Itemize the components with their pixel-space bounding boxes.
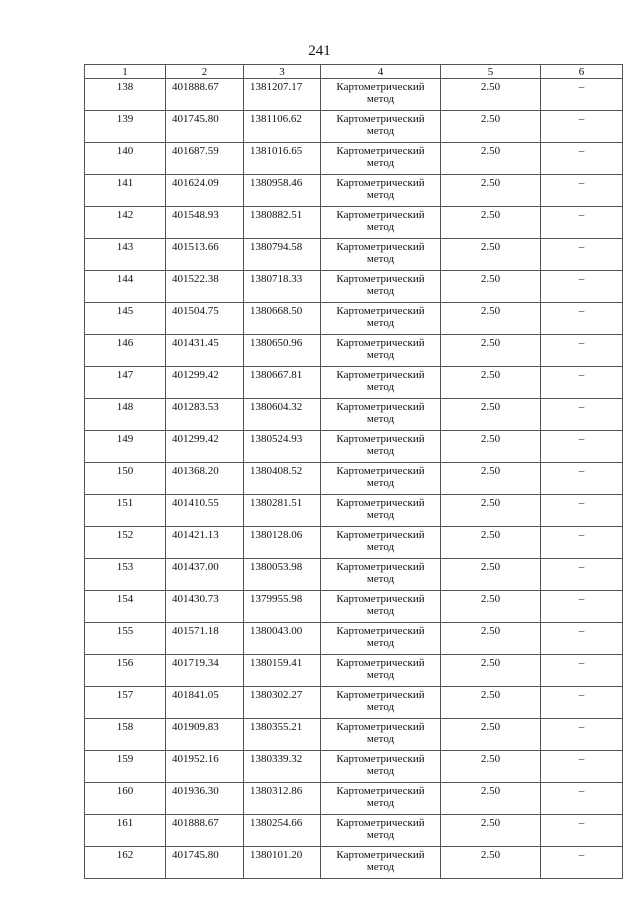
point-number-cell: 154	[85, 591, 166, 623]
note-cell: –	[541, 815, 623, 847]
note-cell: –	[541, 303, 623, 335]
point-number-cell: 157	[85, 687, 166, 719]
note-cell: –	[541, 175, 623, 207]
accuracy-cell: 2.50	[441, 463, 541, 495]
accuracy-cell: 2.50	[441, 143, 541, 175]
method-cell	[321, 687, 441, 719]
column-header-3: 3	[244, 65, 321, 79]
method-line-1: Картометрический	[336, 209, 425, 221]
table-row	[85, 751, 623, 783]
note-cell: –	[541, 239, 623, 271]
method-cell	[321, 207, 441, 239]
x-coordinate-cell: 401624.09	[166, 175, 244, 207]
accuracy-cell: 2.50	[441, 527, 541, 559]
method-line-1: Картометрический	[336, 113, 425, 125]
point-number-cell: 152	[85, 527, 166, 559]
x-coordinate-cell: 401888.67	[166, 815, 244, 847]
method-line-1: Картометрический	[336, 657, 425, 669]
method-line-1: Картометрический	[336, 273, 425, 285]
point-number-cell: 149	[85, 431, 166, 463]
method-cell	[321, 495, 441, 527]
method-cell	[321, 591, 441, 623]
point-number-cell: 143	[85, 239, 166, 271]
table-row	[85, 655, 623, 687]
method-line-2: метод	[366, 285, 395, 297]
method-cell	[321, 335, 441, 367]
point-number-cell: 141	[85, 175, 166, 207]
y-coordinate-cell: 1380053.98	[244, 559, 321, 591]
method-line-1: Картометрический	[336, 817, 425, 829]
table-row	[85, 271, 623, 303]
method-line-1: Картометрический	[336, 689, 425, 701]
method-line-1: Картометрический	[336, 305, 425, 317]
x-coordinate-cell: 401299.42	[166, 431, 244, 463]
table-row	[85, 175, 623, 207]
note-cell: –	[541, 751, 623, 783]
x-coordinate-cell: 401936.30	[166, 783, 244, 815]
note-cell: –	[541, 591, 623, 623]
method-line-2: метод	[366, 509, 395, 521]
method-cell	[321, 303, 441, 335]
accuracy-cell: 2.50	[441, 719, 541, 751]
y-coordinate-cell: 1380043.00	[244, 623, 321, 655]
method-cell	[321, 175, 441, 207]
page-number: 241	[308, 43, 331, 59]
y-coordinate-cell: 1380667.81	[244, 367, 321, 399]
accuracy-cell: 2.50	[441, 207, 541, 239]
table-row	[85, 783, 623, 815]
method-line-1: Картометрический	[336, 401, 425, 413]
table-row	[85, 303, 623, 335]
x-coordinate-cell: 401430.73	[166, 591, 244, 623]
note-cell: –	[541, 847, 623, 879]
column-header-6: 6	[541, 65, 623, 79]
table-row	[85, 495, 623, 527]
y-coordinate-cell: 1380101.20	[244, 847, 321, 879]
point-number-cell: 138	[85, 79, 166, 111]
method-line-2: метод	[366, 445, 395, 457]
x-coordinate-cell: 401283.53	[166, 399, 244, 431]
note-cell: –	[541, 463, 623, 495]
note-cell: –	[541, 495, 623, 527]
point-number-cell: 162	[85, 847, 166, 879]
method-line-2: метод	[366, 125, 395, 137]
accuracy-cell: 2.50	[441, 303, 541, 335]
method-line-1: Картометрический	[336, 81, 425, 93]
note-cell: –	[541, 335, 623, 367]
x-coordinate-cell: 401952.16	[166, 751, 244, 783]
y-coordinate-cell: 1380668.50	[244, 303, 321, 335]
method-line-2: метод	[366, 669, 395, 681]
accuracy-cell: 2.50	[441, 751, 541, 783]
y-coordinate-cell: 1381207.17	[244, 79, 321, 111]
y-coordinate-cell: 1381016.65	[244, 143, 321, 175]
header-row	[85, 65, 623, 79]
method-line-1: Картометрический	[336, 753, 425, 765]
note-cell: –	[541, 271, 623, 303]
method-line-2: метод	[366, 221, 395, 233]
accuracy-cell: 2.50	[441, 847, 541, 879]
x-coordinate-cell: 401687.59	[166, 143, 244, 175]
table-row	[85, 79, 623, 111]
accuracy-cell: 2.50	[441, 495, 541, 527]
method-line-1: Картометрический	[336, 433, 425, 445]
method-line-2: метод	[366, 573, 395, 585]
point-number-cell: 161	[85, 815, 166, 847]
y-coordinate-cell: 1380159.41	[244, 655, 321, 687]
method-cell	[321, 815, 441, 847]
table-body	[85, 79, 623, 879]
method-line-2: метод	[366, 861, 395, 873]
method-cell	[321, 783, 441, 815]
point-number-cell: 144	[85, 271, 166, 303]
y-coordinate-cell: 1380958.46	[244, 175, 321, 207]
accuracy-cell: 2.50	[441, 399, 541, 431]
accuracy-cell: 2.50	[441, 591, 541, 623]
method-cell	[321, 79, 441, 111]
method-line-1: Картометрический	[336, 593, 425, 605]
accuracy-cell: 2.50	[441, 687, 541, 719]
point-number-cell: 153	[85, 559, 166, 591]
method-line-1: Картометрический	[336, 849, 425, 861]
method-cell	[321, 271, 441, 303]
x-coordinate-cell: 401841.05	[166, 687, 244, 719]
y-coordinate-cell: 1380281.51	[244, 495, 321, 527]
method-cell	[321, 399, 441, 431]
x-coordinate-cell: 401522.38	[166, 271, 244, 303]
method-line-1: Картометрический	[336, 465, 425, 477]
y-coordinate-cell: 1380339.32	[244, 751, 321, 783]
method-line-1: Картометрический	[336, 241, 425, 253]
note-cell: –	[541, 399, 623, 431]
table-header	[85, 65, 623, 79]
accuracy-cell: 2.50	[441, 79, 541, 111]
point-number-cell: 150	[85, 463, 166, 495]
note-cell: –	[541, 79, 623, 111]
table-row	[85, 463, 623, 495]
note-cell: –	[541, 143, 623, 175]
column-header-4: 4	[321, 65, 441, 79]
table-row	[85, 815, 623, 847]
method-line-1: Картометрический	[336, 785, 425, 797]
method-line-1: Картометрический	[336, 529, 425, 541]
accuracy-cell: 2.50	[441, 815, 541, 847]
method-cell	[321, 239, 441, 271]
table-row	[85, 143, 623, 175]
point-number-cell: 147	[85, 367, 166, 399]
y-coordinate-cell: 1380718.33	[244, 271, 321, 303]
method-cell	[321, 623, 441, 655]
y-coordinate-cell: 1380408.52	[244, 463, 321, 495]
accuracy-cell: 2.50	[441, 623, 541, 655]
point-number-cell: 145	[85, 303, 166, 335]
table-row	[85, 207, 623, 239]
method-line-2: метод	[366, 349, 395, 361]
method-line-2: метод	[366, 605, 395, 617]
method-cell	[321, 655, 441, 687]
accuracy-cell: 2.50	[441, 559, 541, 591]
y-coordinate-cell: 1380355.21	[244, 719, 321, 751]
method-line-2: метод	[366, 317, 395, 329]
y-coordinate-cell: 1380312.86	[244, 783, 321, 815]
y-coordinate-cell: 1381106.62	[244, 111, 321, 143]
method-cell	[321, 367, 441, 399]
x-coordinate-cell: 401719.34	[166, 655, 244, 687]
note-cell: –	[541, 719, 623, 751]
table-row	[85, 719, 623, 751]
table-row	[85, 367, 623, 399]
point-number-cell: 156	[85, 655, 166, 687]
method-line-1: Картометрический	[336, 561, 425, 573]
note-cell: –	[541, 623, 623, 655]
method-line-1: Картометрический	[336, 625, 425, 637]
note-cell: –	[541, 655, 623, 687]
method-line-2: метод	[366, 829, 395, 841]
x-coordinate-cell: 401368.20	[166, 463, 244, 495]
x-coordinate-cell: 401421.13	[166, 527, 244, 559]
note-cell: –	[541, 783, 623, 815]
accuracy-cell: 2.50	[441, 335, 541, 367]
y-coordinate-cell: 1380650.96	[244, 335, 321, 367]
accuracy-cell: 2.50	[441, 271, 541, 303]
accuracy-cell: 2.50	[441, 111, 541, 143]
column-header-2: 2	[166, 65, 244, 79]
method-line-2: метод	[366, 189, 395, 201]
x-coordinate-cell: 401888.67	[166, 79, 244, 111]
x-coordinate-cell: 401513.66	[166, 239, 244, 271]
accuracy-cell: 2.50	[441, 175, 541, 207]
table-row	[85, 527, 623, 559]
method-line-2: метод	[366, 637, 395, 649]
method-line-1: Картометрический	[336, 497, 425, 509]
note-cell: –	[541, 687, 623, 719]
x-coordinate-cell: 401410.55	[166, 495, 244, 527]
y-coordinate-cell: 1380604.32	[244, 399, 321, 431]
method-cell	[321, 751, 441, 783]
method-line-2: метод	[366, 477, 395, 489]
method-cell	[321, 847, 441, 879]
table-row	[85, 335, 623, 367]
point-number-cell: 140	[85, 143, 166, 175]
method-line-1: Картометрический	[336, 177, 425, 189]
y-coordinate-cell: 1380882.51	[244, 207, 321, 239]
y-coordinate-cell: 1379955.98	[244, 591, 321, 623]
table-row	[85, 687, 623, 719]
accuracy-cell: 2.50	[441, 239, 541, 271]
y-coordinate-cell: 1380254.66	[244, 815, 321, 847]
x-coordinate-cell: 401909.83	[166, 719, 244, 751]
point-number-cell: 158	[85, 719, 166, 751]
y-coordinate-cell: 1380524.93	[244, 431, 321, 463]
table-row	[85, 399, 623, 431]
method-cell	[321, 463, 441, 495]
method-line-2: метод	[366, 701, 395, 713]
method-line-1: Картометрический	[336, 145, 425, 157]
accuracy-cell: 2.50	[441, 367, 541, 399]
method-cell	[321, 143, 441, 175]
table-row	[85, 847, 623, 879]
method-cell	[321, 559, 441, 591]
table-row	[85, 431, 623, 463]
table-row	[85, 111, 623, 143]
method-line-1: Картометрический	[336, 721, 425, 733]
point-number-cell: 142	[85, 207, 166, 239]
method-cell	[321, 719, 441, 751]
table-row	[85, 591, 623, 623]
x-coordinate-cell: 401299.42	[166, 367, 244, 399]
point-number-cell: 146	[85, 335, 166, 367]
accuracy-cell: 2.50	[441, 431, 541, 463]
column-header-5: 5	[441, 65, 541, 79]
method-line-2: метод	[366, 797, 395, 809]
method-line-2: метод	[366, 541, 395, 553]
y-coordinate-cell: 1380128.06	[244, 527, 321, 559]
note-cell: –	[541, 207, 623, 239]
note-cell: –	[541, 111, 623, 143]
method-line-2: метод	[366, 93, 395, 105]
method-line-1: Картометрический	[336, 337, 425, 349]
table-row	[85, 559, 623, 591]
point-number-cell: 159	[85, 751, 166, 783]
method-line-2: метод	[366, 413, 395, 425]
point-number-cell: 148	[85, 399, 166, 431]
table-row	[85, 239, 623, 271]
y-coordinate-cell: 1380302.27	[244, 687, 321, 719]
point-number-cell: 155	[85, 623, 166, 655]
x-coordinate-cell: 401431.45	[166, 335, 244, 367]
note-cell: –	[541, 559, 623, 591]
coordinates-table	[84, 64, 623, 879]
x-coordinate-cell: 401745.80	[166, 847, 244, 879]
point-number-cell: 151	[85, 495, 166, 527]
x-coordinate-cell: 401437.00	[166, 559, 244, 591]
method-line-2: метод	[366, 765, 395, 777]
x-coordinate-cell: 401548.93	[166, 207, 244, 239]
table-row	[85, 623, 623, 655]
x-coordinate-cell: 401571.18	[166, 623, 244, 655]
x-coordinate-cell: 401504.75	[166, 303, 244, 335]
method-line-2: метод	[366, 253, 395, 265]
method-line-2: метод	[366, 733, 395, 745]
note-cell: –	[541, 527, 623, 559]
method-line-1: Картометрический	[336, 369, 425, 381]
method-line-2: метод	[366, 381, 395, 393]
note-cell: –	[541, 431, 623, 463]
note-cell: –	[541, 367, 623, 399]
y-coordinate-cell: 1380794.58	[244, 239, 321, 271]
method-cell	[321, 431, 441, 463]
point-number-cell: 139	[85, 111, 166, 143]
method-cell	[321, 111, 441, 143]
column-header-1: 1	[85, 65, 166, 79]
accuracy-cell: 2.50	[441, 783, 541, 815]
point-number-cell: 160	[85, 783, 166, 815]
accuracy-cell: 2.50	[441, 655, 541, 687]
method-cell	[321, 527, 441, 559]
method-line-2: метод	[366, 157, 395, 169]
x-coordinate-cell: 401745.80	[166, 111, 244, 143]
